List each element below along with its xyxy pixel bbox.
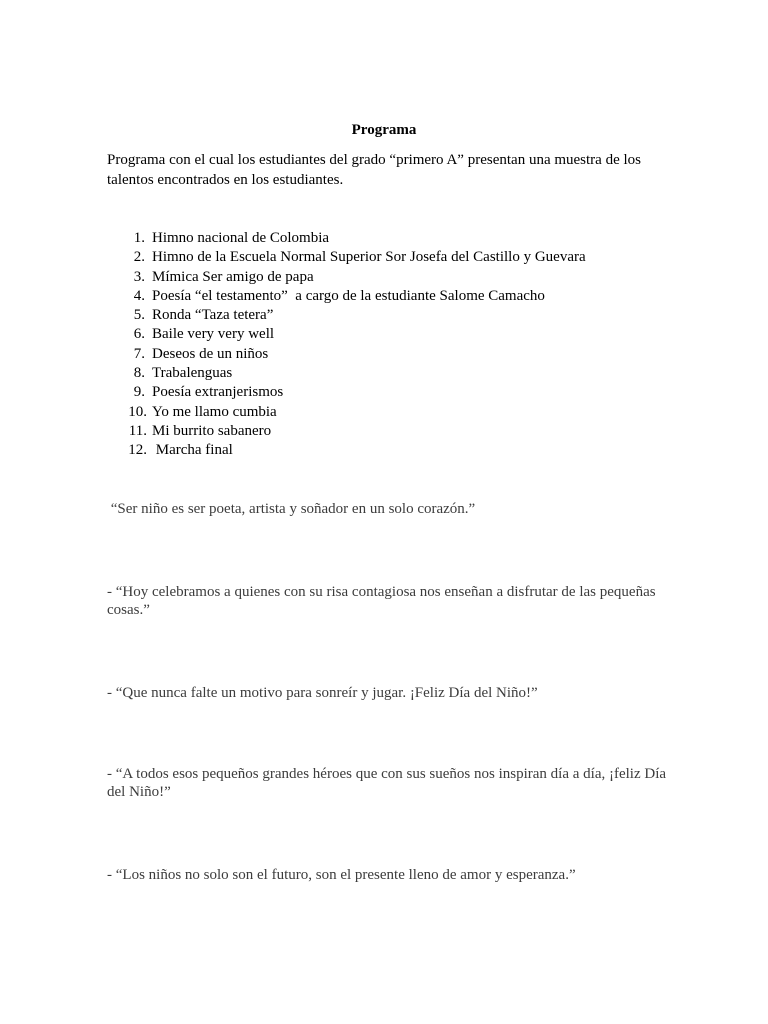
list-item-text: Mi burrito sabanero <box>152 422 272 439</box>
list-item-number: 9. <box>133 384 145 401</box>
list-item-number: 11. <box>128 422 147 439</box>
list-item <box>107 345 667 364</box>
list-item <box>107 306 667 325</box>
list-item-number: 7. <box>133 345 145 362</box>
program-list <box>107 229 667 461</box>
quote-paragraph: - “A todos esos pequeños grandes héroes que con sus sueños nos inspiran día a día, ¡feliz Día del Niño!” <box>107 766 667 800</box>
list-item-text: Deseos de un niños <box>152 345 269 362</box>
list-item-number: 6. <box>133 326 145 343</box>
list-item-text: Marcha final <box>152 442 233 459</box>
intro-paragraph: Programa con el cual los estudiantes del grado “primero A” presentan una muestra de los talentos encontrados en los estudiantes. <box>107 152 641 188</box>
list-item-text: Himno de la Escuela Normal Superior Sor Josefa del Castillo y Guevara <box>152 249 586 266</box>
list-item-text: Poesía extranjerismos <box>152 384 284 401</box>
list-item-number: 1. <box>133 230 145 246</box>
quote-paragraph: - “Que nunca falte un motivo para sonreír y jugar. ¡Feliz Día del Niño!” <box>107 685 538 701</box>
list-item-text: Mímica Ser amigo de papa <box>152 268 314 285</box>
list-item <box>107 422 667 441</box>
page-title: Programa <box>351 122 417 138</box>
list-item <box>107 248 667 267</box>
list-item <box>107 325 667 344</box>
list-item-number: 3. <box>133 268 145 285</box>
quote-paragraph: - “Hoy celebramos a quienes con su risa contagiosa nos enseñan a disfrutar de las pequeñas cosas.” <box>107 584 656 618</box>
list-item-text: Himno nacional de Colombia <box>152 230 330 246</box>
list-item <box>107 287 667 306</box>
list-item <box>107 364 667 383</box>
list-item <box>107 441 667 460</box>
list-item-number: 4. <box>133 287 145 304</box>
list-item-number: 12. <box>128 442 147 459</box>
list-item-text: Baile very very well <box>152 326 275 343</box>
list-item <box>107 383 667 402</box>
list-item-text: Trabalenguas <box>152 365 233 382</box>
list-item-text: Ronda “Taza tetera” <box>152 307 274 324</box>
list-item <box>107 268 667 287</box>
list-item-number: 2. <box>133 249 145 266</box>
quote-paragraph: “Ser niño es ser poeta, artista y soñador en un solo corazón.” <box>107 501 476 517</box>
list-item <box>107 229 667 248</box>
list-item-text: Yo me llamo cumbia <box>152 403 277 420</box>
list-item-number: 10. <box>128 403 147 420</box>
list-item <box>107 403 667 422</box>
list-item-text: Poesía “el testamento” a cargo de la estudiante Salome Camacho <box>152 287 545 304</box>
list-item-number: 5. <box>133 307 145 324</box>
quote-paragraph: - “Los niños no solo son el futuro, son el presente lleno de amor y esperanza.” <box>107 867 576 883</box>
list-item-number: 8. <box>133 365 145 382</box>
